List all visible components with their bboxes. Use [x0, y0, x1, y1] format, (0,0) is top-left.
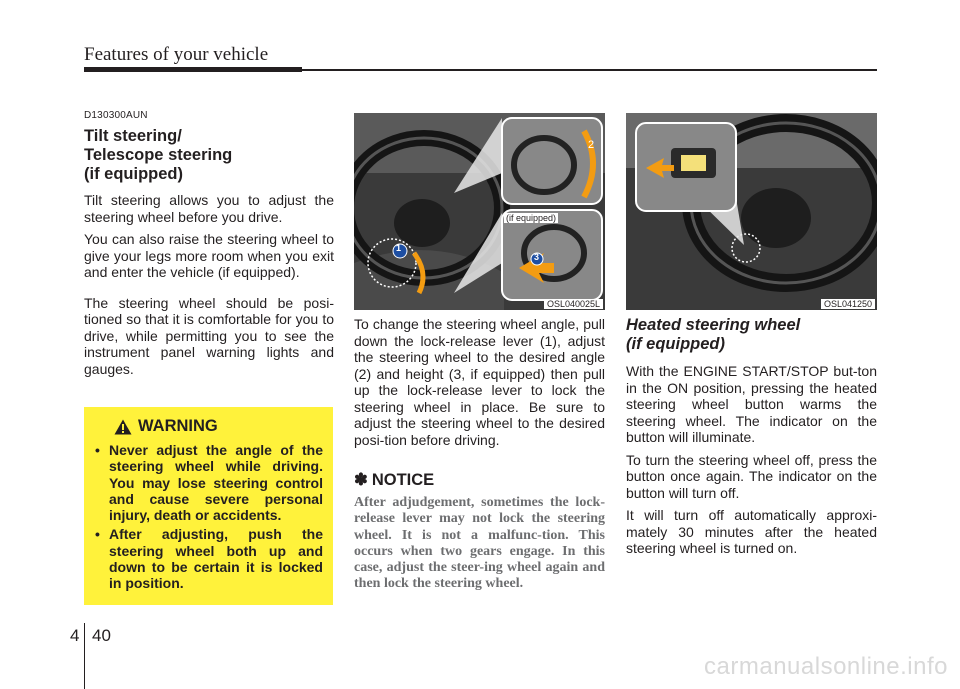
adjust-instructions: To change the steering wheel angle, pull down the lock-release lever (1), adjust the steering wheel to the desired angle (2) and height (3, if equipped) then pull up the lock-release lever to lock the steering wheel in place. Be sure to adjust the steering wheel to the desired posi-tion before driving.	[354, 316, 605, 448]
header-rule-thin	[302, 69, 877, 71]
heading-line-1: Tilt steering/	[84, 127, 182, 145]
figure-code: OSL041250	[821, 299, 875, 309]
callout-1: 1	[396, 243, 402, 253]
heading-line-1: Heated steering wheel	[626, 316, 801, 334]
figure-code: OSL040025L	[544, 299, 603, 309]
notice-title: NOTICE	[371, 470, 435, 489]
heading-line-2: (if equipped)	[626, 335, 725, 353]
warning-title: WARNING	[138, 417, 218, 435]
warning-item: • Never adjust the angle of the steering wheel while driving. You may lose steering control and cause severe personal injury, death or accidents.	[92, 442, 323, 523]
heated-paragraph-1: With the ENGINE START/STOP but-ton in the ON position, pressing the heated steering wheel button warms the steering wheel. The indicator on the button will illuminate.	[626, 363, 877, 445]
warning-triangle-icon	[114, 419, 132, 435]
column-middle	[354, 316, 605, 593]
column-right	[626, 316, 877, 563]
warning-box	[84, 407, 333, 605]
inset-label: (if equipped)	[506, 213, 557, 223]
column-left	[84, 110, 334, 383]
heated-paragraph-3: It will turn off automatically approxi-mately 30 minutes after the heated steering wheel is turned on.	[626, 507, 877, 556]
section-code: D130300AUN	[84, 110, 148, 121]
callout-3: 3	[534, 252, 540, 262]
watermark: carmanualsonline.info	[704, 653, 948, 680]
heading-line-2: Telescope steering	[84, 146, 233, 164]
callout-2: 2	[588, 139, 595, 151]
heated-paragraph-2: To turn the steering wheel off, press the button once again. The indicator on the button will turn off.	[626, 451, 877, 501]
warning-item: • After adjusting, push the steering wheel both up and down to be certain it is locked in position.	[92, 526, 323, 591]
tilt-paragraph-3: The steering wheel should be posi-tioned so that it is comfortable for you to drive, while permitting you to see the instrument panel warning lights and gauges.	[84, 294, 334, 377]
tilt-steering-heading	[84, 127, 334, 184]
page-header-title: Features of your vehicle	[84, 44, 269, 65]
page-number: 40	[92, 626, 111, 645]
steering-adjust-figure	[354, 113, 605, 310]
notice-header	[354, 470, 605, 490]
heated-steering-figure	[626, 113, 877, 310]
chapter-number: 4	[70, 626, 80, 645]
header-rule-thick	[84, 67, 302, 72]
heated-steering-illustration	[626, 113, 877, 310]
heated-steering-heading	[626, 316, 877, 354]
notice-text: After adjudgement, sometimes the lock-release lever may not lock the steering wheel. It is not a malfunc-tion. This occurs when two gears engage. In this case, adjust the steer-ing wheel again and then lock the steering wheel.	[354, 495, 605, 592]
tilt-paragraph-2: You can also raise the steering wheel to give your legs more room when you exit and enter the vehicle (if equipped).	[84, 231, 334, 280]
warning-list	[92, 442, 323, 592]
steering-adjust-illustration	[354, 113, 605, 310]
footer-divider	[84, 623, 85, 689]
notice-star-icon: ✽	[354, 471, 368, 489]
heading-line-3: (if equipped)	[84, 165, 183, 183]
tilt-paragraph-1: Tilt steering allows you to adjust the steering wheel before you drive.	[84, 192, 334, 225]
warning-header	[114, 417, 323, 436]
